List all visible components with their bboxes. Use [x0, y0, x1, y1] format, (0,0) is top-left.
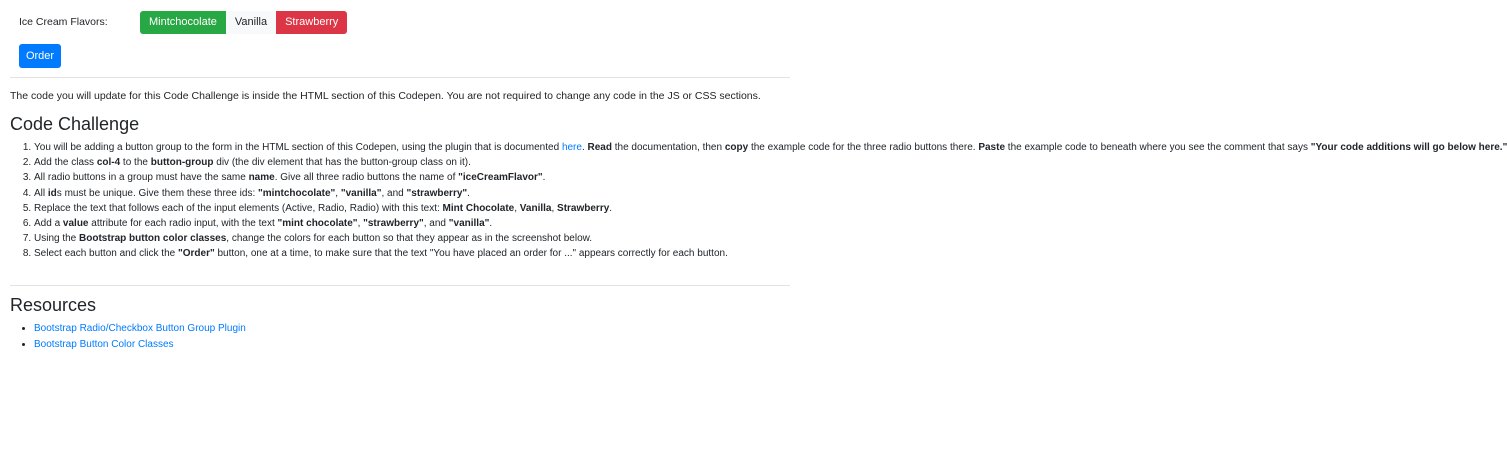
here-link[interactable]: here: [561, 142, 582, 153]
order-button[interactable]: Order: [19, 44, 61, 68]
vanilla-button[interactable]: Vanilla: [226, 11, 276, 34]
step-emphasis: Mint Chocolate: [442, 202, 515, 214]
step-text: div (the div element that has the button-group class on it).: [213, 157, 471, 169]
step-emphasis: Paste: [978, 142, 1006, 153]
step-emphasis: Bootstrap button color classes: [79, 233, 227, 245]
step-text: .: [609, 202, 613, 214]
step-emphasis: "mint chocolate": [277, 218, 358, 230]
step-emphasis: Strawberry: [557, 202, 610, 214]
challenge-step: [34, 231, 814, 246]
step-text: .: [489, 218, 493, 230]
step-emphasis: "Your code additions will go below here.": [1310, 142, 1507, 153]
challenge-steps-list: [10, 140, 1507, 262]
intro-text: The code you will update for this Code Challenge is inside the HTML section of this Codepen. You are not required to change any code in the JS or CSS sections.: [10, 90, 761, 102]
challenge-step: [34, 186, 814, 201]
resources-list: [10, 321, 246, 352]
step-text: Using the: [34, 233, 80, 245]
step-text: .: [542, 172, 546, 184]
step-text: the example code for the three radio buttons there.: [748, 142, 979, 153]
flavor-button-group: [140, 11, 347, 34]
challenge-step: [34, 140, 1507, 155]
step-text: ,: [335, 187, 341, 199]
step-text: . Give all three radio buttons the name of: [274, 172, 459, 184]
step-emphasis: "Order": [177, 248, 215, 260]
step-emphasis: "strawberry": [406, 187, 468, 199]
flavor-label: Ice Cream Flavors:: [19, 15, 108, 28]
step-text: , and: [381, 187, 407, 199]
step-text: , change the colors for each button so that they appear as in the screenshot below.: [226, 233, 593, 245]
step-emphasis: Vanilla: [519, 202, 552, 214]
step-text: , and: [423, 218, 449, 230]
step-emphasis: id: [47, 187, 57, 199]
step-emphasis: "iceCreamFlavor": [458, 172, 543, 184]
step-text: Replace the text that follows each of the input elements (Active, Radio, Radio) with this text:: [34, 202, 443, 214]
challenge-step: [34, 216, 814, 231]
challenge-step: [34, 201, 814, 216]
flavor-form-row: [19, 10, 347, 34]
step-text: Select each button and click the: [34, 248, 178, 260]
step-emphasis: col-4: [96, 157, 121, 169]
step-emphasis: button-group: [150, 157, 214, 169]
step-emphasis: "mintchocolate": [258, 187, 336, 199]
step-text: You will be adding a button group to the form in the HTML section of this Codepen, using the plugin that is documented: [34, 142, 562, 153]
step-text: ,: [514, 202, 520, 214]
radio-checkbox-plugin-link[interactable]: Bootstrap Radio/Checkbox Button Group Plugin: [34, 323, 246, 334]
step-text: .: [581, 142, 588, 153]
step-emphasis: "vanilla": [340, 187, 382, 199]
step-text: the example code to beneath where you see the comment that says: [1005, 142, 1311, 153]
challenge-step: [34, 155, 814, 170]
step-text: s must be unique. Give them these three ids:: [56, 187, 259, 199]
divider: [10, 77, 790, 78]
step-text: ,: [551, 202, 558, 214]
mintchocolate-button[interactable]: Mintchocolate: [140, 11, 226, 34]
step-emphasis: "strawberry": [363, 218, 424, 230]
step-text: .: [467, 187, 470, 199]
step-text: Add the class: [34, 157, 97, 169]
resources-heading: Resources: [10, 295, 97, 315]
step-text: attribute for each radio input, with the text: [88, 218, 278, 230]
step-emphasis: "vanilla": [448, 218, 490, 230]
code-challenge-heading: Code Challenge: [10, 114, 140, 134]
step-text: button, one at a time, to make sure that the text "You have placed an order for ..." appears correctly for each button.: [214, 248, 728, 260]
step-text: ,: [357, 218, 364, 230]
challenge-step: [34, 170, 814, 185]
step-emphasis: copy: [724, 142, 749, 153]
step-text: Add a: [34, 218, 63, 230]
list-item: [34, 337, 246, 353]
step-emphasis: name: [248, 172, 275, 184]
list-item: [34, 321, 246, 337]
step-text: All radio buttons in a group must have the same: [34, 172, 249, 184]
challenge-step: [34, 246, 814, 261]
button-color-classes-link[interactable]: Bootstrap Button Color Classes: [34, 338, 174, 350]
step-text: All: [34, 187, 48, 199]
strawberry-button[interactable]: Strawberry: [276, 11, 347, 34]
step-text: to the: [120, 157, 151, 169]
divider: [10, 285, 790, 286]
step-text: the documentation, then: [611, 142, 725, 153]
step-emphasis: value: [62, 218, 89, 230]
step-emphasis: Read: [587, 142, 612, 153]
